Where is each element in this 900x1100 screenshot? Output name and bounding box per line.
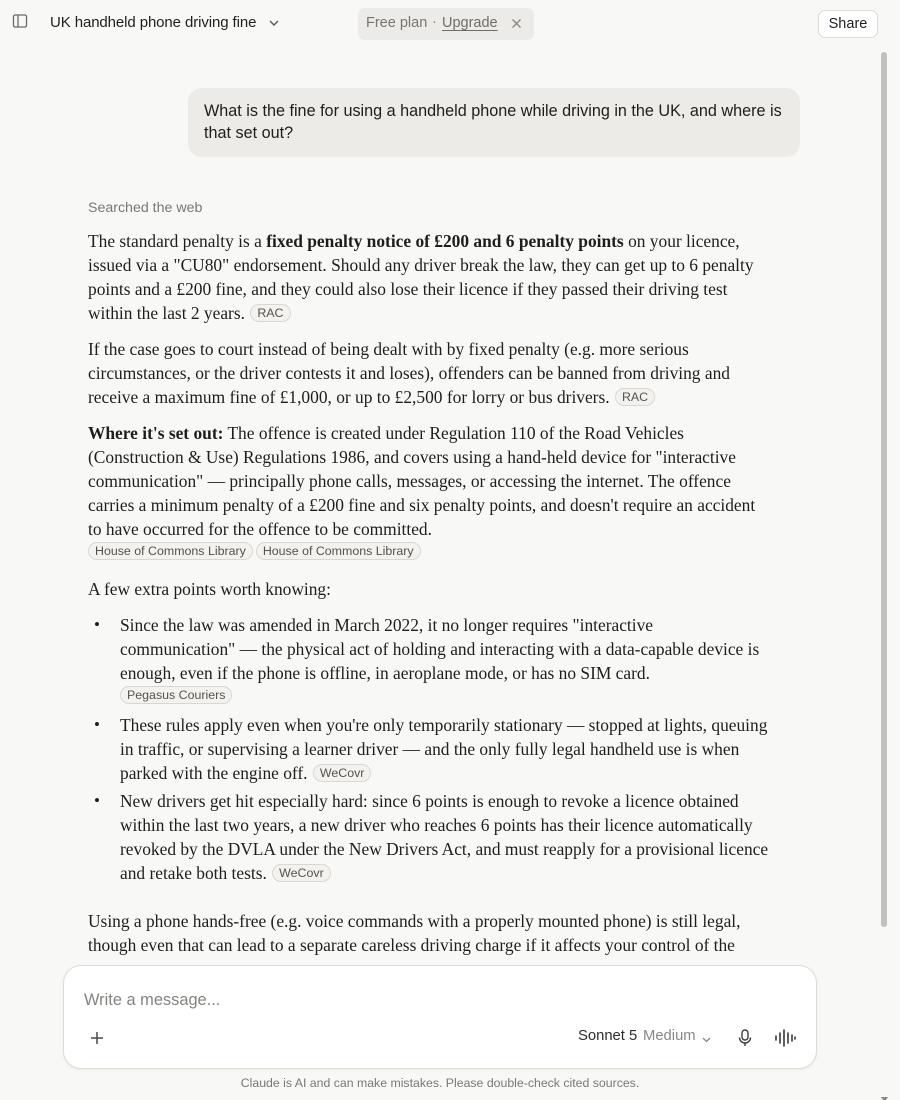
- scroll-down-icon[interactable]: [881, 1090, 888, 1096]
- plan-separator: ·: [432, 14, 437, 30]
- plus-icon[interactable]: [88, 1029, 106, 1047]
- citation-chip[interactable]: House of Commons Library: [88, 542, 253, 560]
- answer-paragraph: A few extra points worth knowing:: [88, 579, 331, 599]
- paragraph-text: The offence is created under Regulation 110 of the Road Vehicles (Construction & Use) Regulations 1986, and covers using a hand-held device for "interactive communication" — principally phone calls, messages, or accessing the internet. The offence carries a minimum penalty of a £200 fine and six penalty points, and doesn't require an accident to have occurred for the offence to be committed.: [88, 423, 756, 539]
- bold-text: Where it's set out:: [88, 423, 224, 443]
- close-icon[interactable]: [510, 17, 523, 30]
- list-item-text: These rules apply even when you're only temporarily stationary — stopped at lights, queuing in traffic, or supervising a learner driver — and the only fully legal handheld use is when parked with the engine off.: [120, 715, 768, 783]
- answer-paragraph: [88, 229, 773, 325]
- plan-label: Free plan: [366, 15, 428, 31]
- list-item: [94, 613, 770, 708]
- bullet-marker: •: [94, 715, 100, 734]
- bullet-marker: •: [94, 615, 100, 634]
- sidebar-icon[interactable]: [11, 12, 29, 30]
- model-selector[interactable]: Sonnet 5: [578, 1028, 638, 1044]
- citation-chip[interactable]: WeCovr: [272, 864, 331, 882]
- answer-paragraph: Using a phone hands-free (e.g. voice commands with a properly mounted phone) is still legal, though even that can lead to a separate careless driving charge if it affects your control of the: [88, 911, 741, 955]
- plan-banner: [358, 8, 534, 40]
- chevron-down-icon[interactable]: [701, 1032, 712, 1043]
- paragraph-text: If the case goes to court instead of being dealt with by fixed penalty (e.g. more serious circumstances, or the driver contests it and loses), offenders can be banned from driving and receive a maximum fine of £1,000, or up to £2,500 for lorry or bus drivers.: [88, 339, 730, 407]
- scrollbar-thumb[interactable]: [881, 52, 887, 927]
- chat-title[interactable]: UK handheld phone driving fine: [50, 14, 257, 31]
- citation-row: [120, 686, 770, 708]
- microphone-icon[interactable]: [736, 1028, 754, 1048]
- citation-chip[interactable]: House of Commons Library: [256, 542, 421, 560]
- paragraph-text: on your licence, issued via a "CU80" endorsement. Should any driver break the law, they can get up to 6 penalty points and a £200 fine, and they could also lose their licence if they passed their driving test within the last 2 years.: [88, 231, 754, 323]
- list-item: [94, 789, 770, 885]
- bold-text: fixed penalty notice of £200 and 6 penalty points: [266, 231, 624, 251]
- citation-chip[interactable]: WeCovr: [313, 764, 372, 782]
- voice-waveform-icon[interactable]: [773, 1027, 797, 1049]
- list-item: [94, 713, 770, 785]
- search-status[interactable]: Searched the web: [88, 200, 203, 216]
- citation-chip[interactable]: RAC: [250, 304, 290, 322]
- share-button[interactable]: Share: [818, 10, 878, 38]
- paragraph-text: The standard penalty is a: [88, 231, 267, 251]
- citation-chip[interactable]: RAC: [615, 388, 655, 406]
- top-bar: [0, 0, 900, 48]
- message-input[interactable]: [84, 988, 764, 1012]
- bullet-marker: •: [94, 791, 100, 810]
- message-composer: [63, 965, 817, 1069]
- citation-row: [88, 542, 773, 564]
- answer-paragraph: [88, 421, 773, 564]
- list-item-text: New drivers get hit especially hard: since 6 points is enough to revoke a licence obtained within the last two years, a new driver who reaches 6 points has their licence automatically revoked by the DVLA under the New Drivers Act, and must reapply for a provisional licence and retake both tests.: [120, 791, 769, 883]
- answer-paragraph: [88, 337, 773, 409]
- list-item-text: Since the law was amended in March 2022, it no longer requires "interactive communication" — the physical act of holding and interacting with a data-capable device is enough, even if the phone is offline, in aeroplane mode, or has no SIM card.: [120, 615, 760, 683]
- citation-chip[interactable]: Pegasus Couriers: [120, 686, 232, 704]
- effort-selector[interactable]: Medium: [643, 1028, 696, 1044]
- upgrade-link[interactable]: Upgrade: [442, 15, 498, 31]
- chevron-down-icon[interactable]: [267, 16, 281, 30]
- user-message: What is the fine for using a handheld phone while driving in the UK, and where is that set out?: [188, 88, 800, 157]
- disclaimer: Claude is AI and can make mistakes. Please double-check cited sources.: [240, 1076, 640, 1090]
